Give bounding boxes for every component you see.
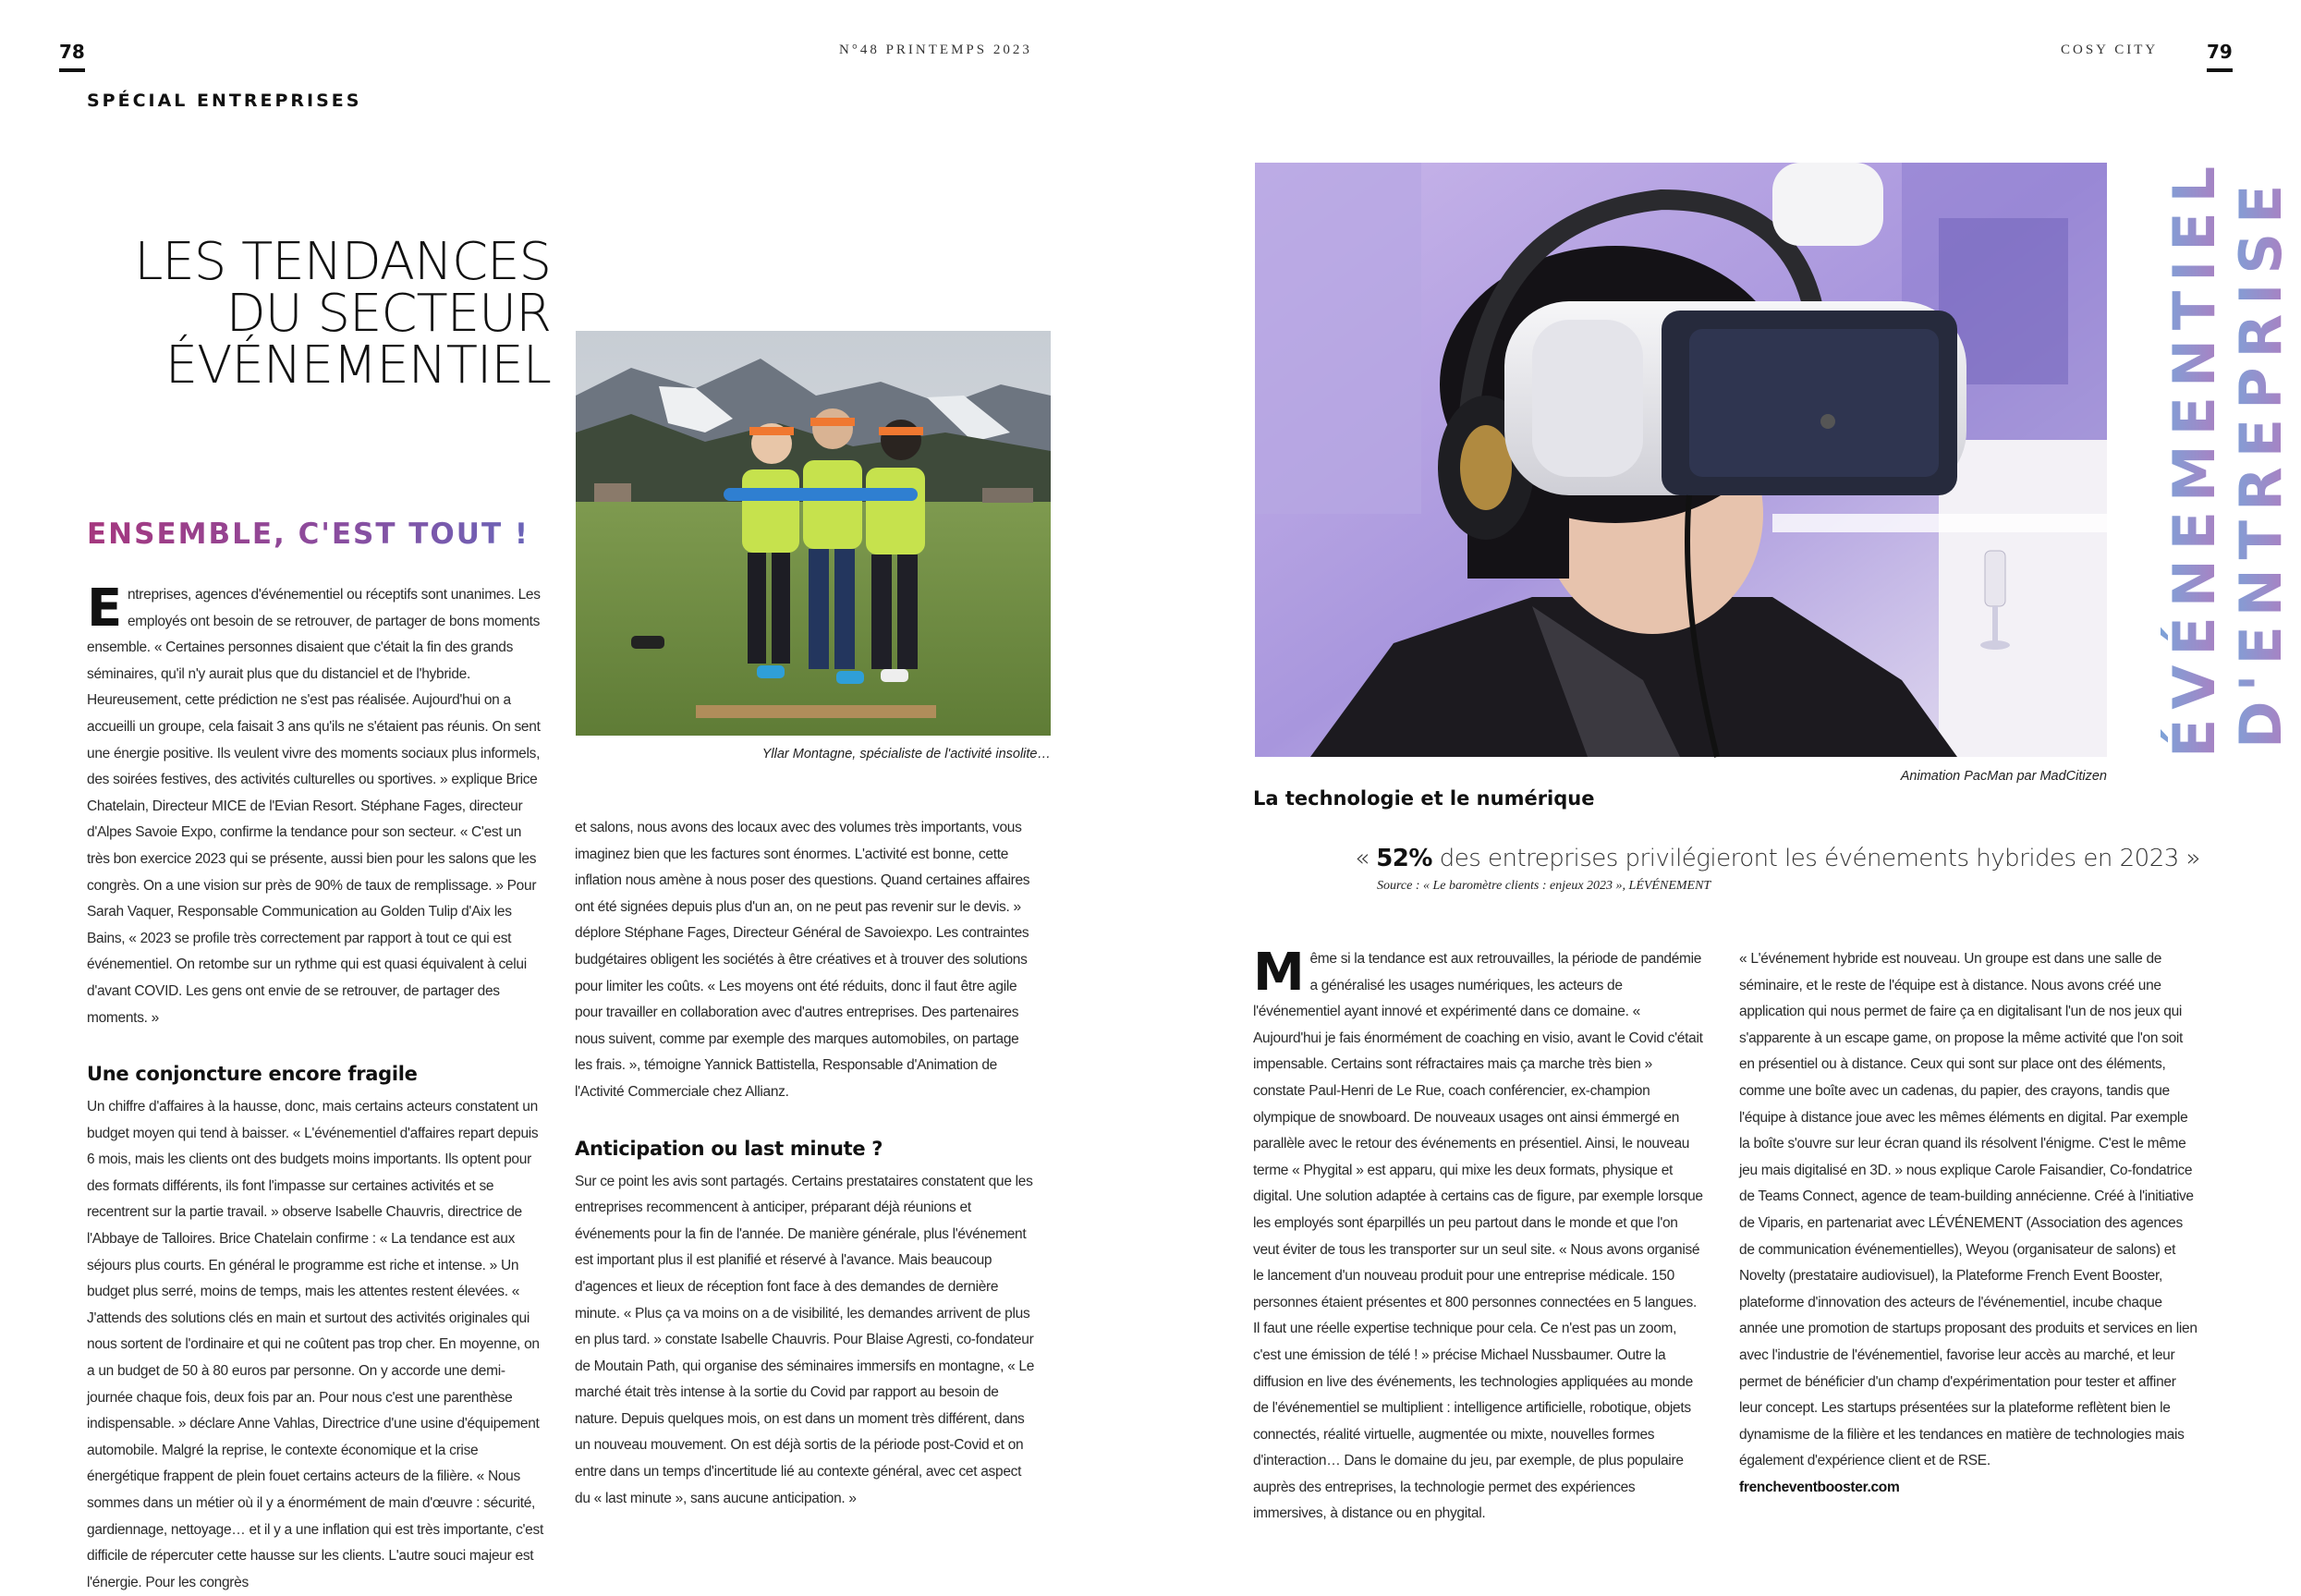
quote-close-mark: » [2185,845,2200,872]
technology-paragraph: Même si la tendance est aux retrouvailles, la période de pandémie a généralisé les usages numériques, les acteurs de l'événementiel ayant innové et expérimenté dans ce domaine. « Aujourd'hui je fais énormément de coaching en visio, avant le Covid c'était impensable. Certains sont réfractaires mais ça marche très bien » constate Paul-Henri de Le Rue, coach conférencier, ex-champion olympique de snowboard. De nouveaux usages ont ainsi émmergé en parallèle avec le retour des événements en présentiel. Ainsi, le nouveau terme « Phygital » est apparu, qui mixe les deux formats, physique et digital. Une solution adaptée à certains cas de figure, par exemple lorsque les employés sont éparpillés un peu partout dans le monde et que l'on veut éviter de tous les transporter sur un seul site. « Nous avons organisé le lancement d'un nouveau produit pour une entreprise médicale. 150 personnes étaient présentes et 800 personnes connectées en 5 langues. Il faut une réelle expertise technique pour cela. Ce n'est pas un zoom, c'est une émission de télé ! » précise Michael Nussbaumer. Outre la diffusion en live des événements, les technologies appliquées au monde de l'événementiel se multiplient : intelligence artificielle, robotique, objets connectés, réalité virtuelle, augmentée ou mixte, nouvelles formes d'interaction… Dans le domaine du jeu, par exemple, de plus populaire auprès des entreprises, la technologie permet des expériences immersives, à distance ou en phygital. [1253,943,1703,1522]
column-1 [87,579,547,1590]
quote-percentage: 52% [1376,845,1432,872]
booster-url[interactable]: frencheventbooster.com [1739,1479,1900,1495]
column-4 [1739,946,2199,1495]
vertical-title-graphic [2153,157,2301,758]
key-figure-quote [1355,845,2200,872]
page-number-right: 79 [2207,41,2233,72]
anticipation-paragraph: Sur ce point les avis sont partagés. Certains prestataires constatent que les entreprises recommencent à anticiper, préparant déjà réunions et événements pour la fin de l'année. De manière générale, plus l'événement est important plus il est planifié et réservé à l'avance. Mais beaucoup d'agences et lieux de réception font face à des demandes de dernière minute. « Plus ça va moins on a de visibilité, les demandes arrivent de plus en plus tard. » constate Isabelle Chauvris. Pour Blaise Agresti, co-fondateur de Moutain Path, qui organise des séminaires immersifs en montagne, « Le marché était très intense à la sortie du Covid par rapport au besoin de nature. Depuis quelques mois, on est dans un moment très différent, dans un nouveau mouvement. On est déjà sortis de la période post-Covid et on entre dans un temps d'incertitude lié au contexte général, avec cet aspect du « last minute », sans aucune anticipation. » [575,1173,1035,1506]
quote-open-mark: « [1355,845,1370,872]
caption-team-activity: Yllar Montagne, spécialiste de l'activité insolite… [761,747,1051,761]
column-3 [1253,943,1704,1522]
subheading-technologie: La technologie et le numérique [1253,787,1595,810]
vertical-section-title [2153,157,2301,758]
vertical-title-line-1: ÉVÉNEMENTIEL [2161,156,2228,758]
hybrid-paragraph: « L'événement hybride est nouveau. Un groupe est dans une salle de séminaire, et le reste de l'équipe est à distance. Nous avons créé une application qui nous permet de faire ça en digitalisant l'un de nos jeux qui s'apparente à un escape game, on propose la même activité que l'on soit en présentiel ou à distance. Ceux qui sont sur place ont des éléments, comme une boîte avec un cadenas, du papier, des crayons, tandis que l'équipe à distance joue avec les mêmes éléments en digital. Par exemple la boîte s'ouvre sur leur écran quand ils résolvent l'énigme. C'est le même jeu mais digitalisé en 3D. » nous explique Carole Faisandier, Co-fondatrice de Teams Connect, agence de team-building annécienne. Créé à l'initiative de Viparis, en partenariat avec LÉVÉNEMENT (Association des agences de communication événementielles), Weyou (organisateur de salons) et Novelty (prestataire audiovisuel), la Plateforme French Event Booster, plateforme d'innovation des acteurs de l'événementiel, incube chaque année une promotion de startups proposant des produits et services en lien avec l'industrie de l'événementiel, favorise leur accès au marché, et leur permet de bénéficier d'un champ d'expérimentation pour tester et affiner leur concept. Les startups présentées sur la plateforme reflètent bien le dynamisme de la filière et les tendances en matière de technologies mais également d'expérience client et de RSE. [1739,951,2198,1469]
subheading-conjoncture: Une conjoncture encore fragile [87,1063,418,1086]
conjoncture-paragraph: Un chiffre d'affaires à la hausse, donc, mais certains acteurs constatent un budget moyen qui tend à baisser. « L'événementiel d'affaires repart depuis 6 mois, mais les clients ont des budgets moins importants. Ils optent pour des formats différents, ils font l'impasse sur certaines activités et se recentrent sur la partie travail. » observe Isabelle Chauvris, directrice de l'Abbaye de Talloires. Brice Chatelain confirme : « La tendance est aux séjours plus courts. En général le programme est riche et intense. » Un budget plus serré, moins de temps, mais les attentes restent élevées. « J'attends des solutions clés en main et surtout des activités originales qui nous sortent de l'ordinaire et qui ne coûtent pas trop cher. En moyenne, on a un budget de 50 à 80 euros par personne. On y accorde une demi-journée chaque fois, deux fois par an. Pour nous c'est une parenthèse indispensable. » déclare Anne Vahlas, Directrice d'une usine d'équipement automobile. Malgré la reprise, le contexte économique et la crise énergétique frappent de plein fouet certains acteurs de la filière. « Nous sommes dans un métier où il y a énormément de main d'œuvre : sécurité, gardiennage, nettoyage… et il y a une inflation qui est très importante, c'est difficile de répercuter cette hausse sur les clients. L'autre souci majeur est l'énergie. Pour les congrès [87,1099,543,1590]
article-title [92,232,551,396]
drop-cap: E [87,579,122,639]
vertical-title-line-2: D'ENTREPRISE [2227,175,2295,749]
photo-vr-headset [1255,163,2107,757]
title-line-1: LES TENDANCES [134,232,551,292]
quote-source: Source : « Le baromètre clients : enjeux 2023 », LÉVÉNEMENT [1377,879,1711,893]
photo-team-activity [576,331,1051,736]
quote-text: des entreprises privilégieront les événements hybrides en 2023 [1439,845,2179,872]
page-number-left: 78 [59,41,85,72]
intro-paragraph: Entreprises, agences d'événementiel ou réceptifs sont unanimes. Les employés ont besoin de se retrouver, de partager de bons moments ensemble. « Certaines personnes disaient que c'était la fin des grands séminaires, qu'il n'y aurait plus que du distanciel et de l'hybride. Heureusement, cette prédiction ne s'est pas réalisée. Aujourd'hui on a accueilli un groupe, cela faisait 3 ans qu'ils ne s'étaient pas réunis. On sent une énergie positive. Ils veulent vivre des moments sociaux plus informels, des soirées festives, des activités culturelles ou sportives. » explique Brice Chatelain, Directeur MICE de l'Evian Resort. Stéphane Fages, directeur d'Alpes Savoie Expo, confirme la tendance pour son secteur. « C'est un très bon exercice 2023 qui se présente, aussi bien pour les salons que les congrès. On a une vision sur près de 90% de taux de remplissage. » Pour Sarah Vaquer, Responsable Communication au Golden Tulip d'Aix les Bains, « 2023 se profile très correctement par rapport à tout ce qui est événementiel. On retombe sur un rythme qui est quasi équivalent à celui d'avant COVID. Les gens ont envie de se retrouver, de partager des moments. » [87,579,541,1026]
section-label: SPÉCIAL ENTREPRISES [87,91,362,111]
title-line-2: DU SECTEUR [225,284,551,344]
photo-team-activity-image [576,331,1051,736]
continuation-paragraph: et salons, nous avons des locaux avec des volumes très importants, vous imaginez bien que les factures sont énormes. L'activité est bonne, cette inflation nous amène à nous poser des questions. Quand certaines affaires ont été signées depuis plus d'un an, on ne peut pas revenir sur le devis. » déplore Stéphane Fages, Directeur Général de Savoiexpo. Les contraintes budgétaires obligent les sociétés à être créatives et à trouver des solutions pour limiter les coûts. « Les moyens ont été réduits, donc il faut être agile pour travailler en collaboration avec d'autres entreprises. Des partenaires nous suivent, comme par exemple des marques automobiles, on partage les frais. », témoigne Yannick Battistella, Responsable d'Animation de l'Activité Commerciale chez Allianz. [575,820,1030,1100]
issue-label: N°48 PRINTEMPS 2023 [839,43,1032,57]
article-kicker: ENSEMBLE, C'EST TOUT ! [87,518,530,551]
column-2 [575,815,1037,1506]
caption-vr-headset: Animation PacMan par MadCitizen [1900,769,2107,784]
drop-cap-m: M [1253,943,1305,1003]
magazine-name: COSY CITY [2061,43,2159,57]
photo-vr-headset-image [1255,163,2107,757]
title-line-3: ÉVÉNEMENTIEL [164,335,551,396]
subheading-anticipation: Anticipation ou last minute ? [575,1137,883,1160]
